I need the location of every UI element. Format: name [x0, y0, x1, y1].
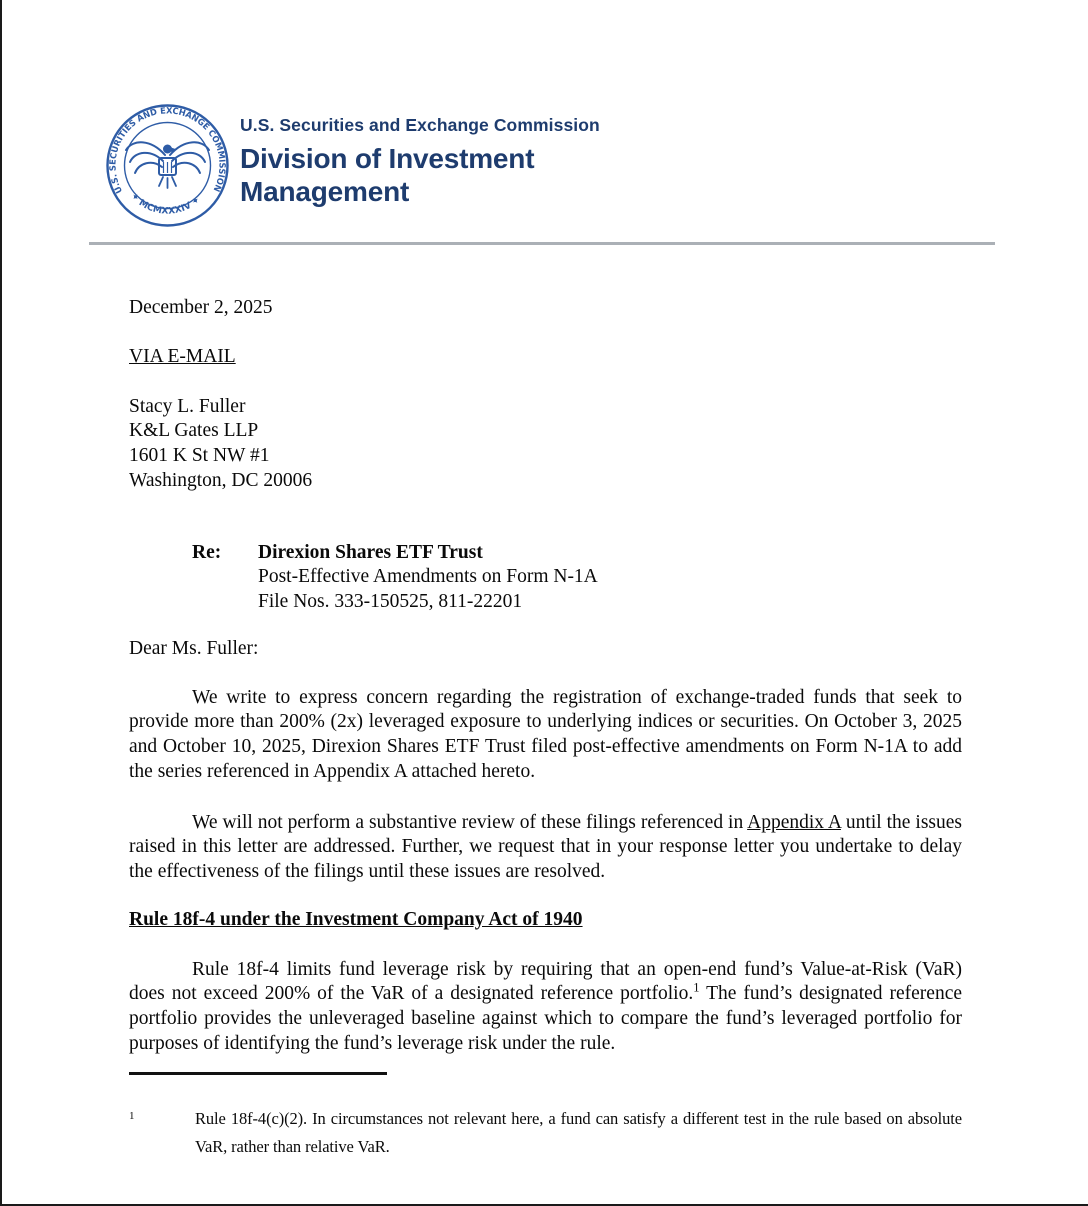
- paragraph-2: [129, 811, 962, 885]
- re-block: [129, 541, 962, 615]
- paragraph-2-pre: We will not perform a substantive review of these filings referenced in: [192, 811, 748, 833]
- recipient-address: [129, 395, 962, 494]
- paragraph-3-pre: Rule 18f-4 limits fund leverage risk by requiring that an open-end fund’s Value-at-Risk (VaR) does not exceed 200% of the VaR of a designated reference portfolio.: [129, 958, 962, 1005]
- division-line-2: Management: [240, 176, 410, 207]
- paragraph-2-post: until the issues raised in this letter are addressed. Further, we request that in your response letter you undertake to delay the effectiveness of the filings until these issues are resolved.: [129, 811, 963, 882]
- seal-motto-text: ✦ MCMXXXIV ✦: [128, 191, 203, 217]
- letter-body: [129, 296, 962, 1161]
- header-divider: [89, 242, 995, 245]
- footnote-separator: [129, 1072, 387, 1075]
- paragraph-3-post: The fund’s designated reference portfolio provides the unleveraged baseline against which to compare the fund’s leveraged portfolio for purposes of identifying the fund’s leverage risk under the rule.: [129, 983, 963, 1054]
- delivery-method: VIA E-MAIL: [129, 345, 236, 367]
- letterhead-brand: [240, 114, 600, 208]
- paragraph-3: [129, 958, 962, 1057]
- letter-date: December 2, 2025: [129, 297, 273, 318]
- appendix-a-reference: Appendix A: [747, 811, 841, 833]
- footnote-text: Rule 18f-4(c)(2). In circumstances not relevant here, a fund can satisfy a different test in the rule based on absolute VaR, rather than relative VaR.: [195, 1108, 962, 1156]
- re-subject: Direxion Shares ETF Trust: [258, 541, 483, 563]
- sec-seal-icon: [105, 103, 230, 228]
- division-line-1: Division of Investment: [240, 143, 535, 174]
- re-line-3: File Nos. 333-150525, 811-22201: [258, 591, 523, 612]
- re-line-2: Post-Effective Amendments on Form N-1A: [258, 566, 598, 588]
- division-name: [240, 142, 600, 208]
- re-label: Re:: [192, 541, 222, 563]
- paragraph-1: We write to express concern regarding the registration of exchange-traded funds that seek to provide more than 200% (2x) leveraged exposure to underlying indices or securities. On October 3, 2025 and October 10, 2025, Direxion Shares ETF Trust filed post-effective amendments on Form N-1A to add the series referenced in Appendix A attached hereto.: [129, 686, 962, 782]
- salutation: Dear Ms. Fuller:: [129, 637, 259, 659]
- recipient-firm: K&L Gates LLP: [129, 420, 259, 442]
- svg-text:✦ MCMXXXIV ✦: [128, 192, 202, 217]
- recipient-city: Washington, DC 20006: [129, 469, 313, 491]
- footnote-number: 1: [129, 1109, 135, 1122]
- seal-ring-text: U.S. SECURITIES AND EXCHANGE COMMISSION: [108, 106, 227, 195]
- footnote: [129, 1105, 962, 1161]
- section-heading: Rule 18f-4 under the Investment Company Act of 1940: [129, 908, 583, 930]
- recipient-street: 1601 K St NW #1: [129, 445, 270, 466]
- recipient-name: Stacy L. Fuller: [129, 395, 246, 417]
- footnote-reference: 1: [693, 980, 700, 995]
- agency-name: U.S. Securities and Exchange Commission: [240, 115, 600, 135]
